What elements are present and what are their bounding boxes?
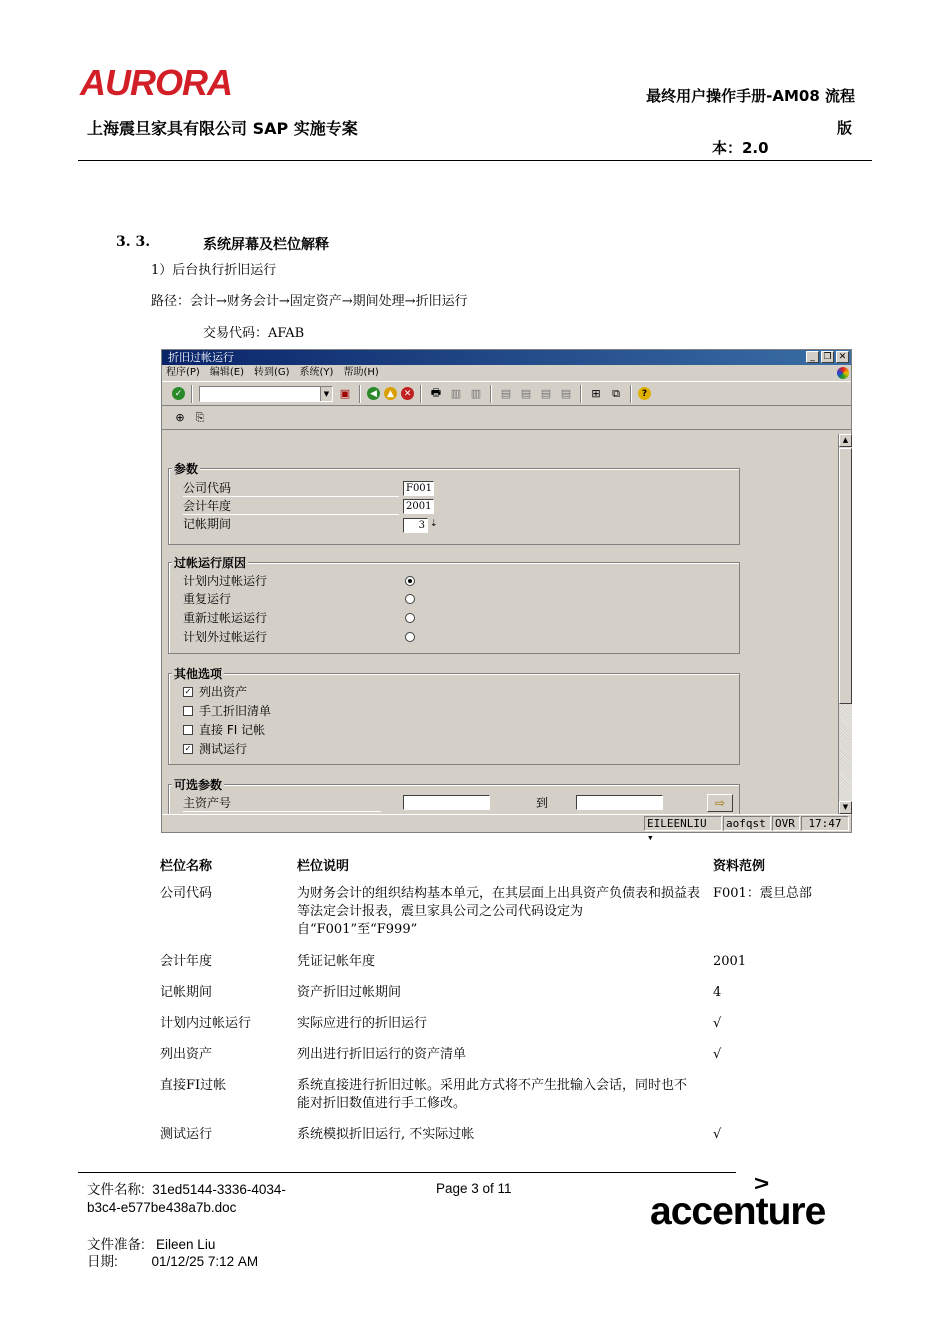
row-example: √	[713, 1016, 722, 1031]
prepared-by	[87, 1236, 215, 1254]
group-title: 过帐运行原因	[174, 556, 247, 570]
group-title: 参数	[174, 462, 199, 476]
col-header-example: 资料范例	[713, 859, 766, 874]
row-example: √	[713, 1127, 722, 1142]
application-toolbar	[162, 406, 851, 430]
row-name: 测试运行	[160, 1127, 213, 1142]
posting-period-label: 记帐期间	[183, 517, 232, 531]
group-optional-params	[168, 778, 740, 814]
file-name	[87, 1181, 286, 1217]
standard-toolbar	[162, 381, 851, 406]
scroll-down-icon[interactable]: ▼	[839, 801, 852, 814]
row-example: 2001	[713, 954, 747, 969]
multiple-selection-icon[interactable]: ⇨	[707, 794, 733, 812]
row-name: 直接FI过帐	[160, 1078, 227, 1093]
manual-depr-checkbox[interactable]	[183, 706, 193, 716]
fiscal-year-label: 会计年度	[183, 497, 399, 515]
shortcut-icon[interactable]: ⧉	[612, 386, 620, 400]
toolbar-divider	[630, 385, 632, 403]
col-header-name: 栏位名称	[160, 859, 213, 874]
list-assets-checkbox[interactable]: ✓	[184, 687, 192, 696]
execute-background-icon[interactable]: ⎘	[195, 410, 205, 424]
close-icon[interactable]: ✕	[836, 351, 849, 363]
reason-unplanned-radio[interactable]	[405, 632, 415, 642]
sap-window	[161, 349, 852, 844]
toolbar-divider	[580, 385, 582, 403]
row-desc: 系统直接进行折旧过帐。采用此方式将不产生批输入会话，同时也不能对折旧数值进行手工修改。	[297, 1078, 688, 1111]
test-run-label: 测试运行	[199, 742, 248, 756]
row-desc: 列出进行折旧运行的资产清单	[297, 1047, 467, 1062]
vertical-scrollbar[interactable]	[838, 434, 852, 814]
company-code-label: 公司代码	[183, 479, 399, 497]
toolbar-divider	[191, 385, 193, 403]
minimize-icon[interactable]: _	[806, 351, 819, 363]
row-desc: 为财务会计的组织结构基本单元，在其层面上出具资产负债表和损益表等法定会计报表，震旦家具公司之公司代码设定为自“F001”至“F999”	[297, 886, 701, 937]
enter-icon[interactable]: ✓	[172, 387, 185, 400]
toolbar-divider	[359, 385, 361, 403]
menu-bar	[162, 365, 851, 381]
help-icon[interactable]: ?	[638, 387, 651, 400]
menu-goto[interactable]: 转到(G)	[253, 367, 290, 378]
menu-help[interactable]: 帮助(H)	[343, 367, 379, 378]
execute-icon[interactable]: ⊕	[175, 411, 185, 424]
screen-body	[162, 434, 838, 814]
reason-repeat-label: 重复运行	[183, 592, 232, 606]
accenture-chevron-icon: >	[754, 1171, 770, 1196]
section-number: 3. 3.	[116, 234, 151, 250]
group-other-options	[168, 667, 740, 765]
step-text: 1）后台执行折旧运行	[151, 263, 277, 278]
row-name: 会计年度	[160, 954, 213, 969]
restore-icon[interactable]: ❐	[821, 351, 834, 363]
status-user-text: EILEENLIU	[647, 817, 707, 830]
first-page-icon[interactable]: ▤	[500, 387, 512, 400]
group-posting-reason	[168, 556, 740, 654]
aurora-logo: AURORA	[80, 62, 232, 103]
date-value: 01/12/25 7:12 AM	[151, 1254, 259, 1269]
reason-restart-label: 重新过帐运运行	[183, 611, 268, 625]
back-icon[interactable]: ◀	[367, 387, 380, 400]
group-title: 可选参数	[174, 778, 223, 792]
row-desc: 实际应进行的折旧运行	[297, 1016, 428, 1031]
group-parameters	[168, 462, 740, 545]
menu-edit[interactable]: 编辑(E)	[209, 367, 244, 378]
reason-repeat-radio[interactable]	[405, 594, 415, 604]
transaction-code: 交易代码：AFAB	[203, 326, 305, 341]
row-name: 记帐期间	[160, 985, 213, 1000]
last-page-icon[interactable]: ▤	[560, 387, 572, 400]
new-session-icon[interactable]: ⊞	[591, 387, 601, 400]
reason-planned-label: 计划内过帐运行	[183, 574, 268, 588]
group-title: 其他选项	[174, 667, 223, 681]
doc-title: 最终用户操作手册-AM08 流程	[646, 87, 855, 105]
version: 本：2.0	[712, 139, 769, 157]
page-number: Page 3 of 11	[436, 1181, 512, 1196]
prep-label: 文件准备:	[87, 1237, 145, 1252]
chevron-down-icon[interactable]: ▼	[320, 387, 332, 401]
reason-restart-radio[interactable]	[405, 613, 415, 623]
reason-unplanned-label: 计划外过帐运行	[183, 630, 268, 644]
status-mode[interactable]: OVR	[772, 816, 800, 831]
row-desc: 系统模拟折旧运行, 不实际过帐	[297, 1127, 475, 1142]
row-desc: 资产折旧过帐期间	[297, 985, 402, 1000]
footer-rule	[78, 1172, 736, 1173]
doc-title-cont: 版	[836, 119, 852, 137]
main-asset-from-input[interactable]	[403, 795, 490, 810]
scroll-thumb[interactable]	[839, 448, 852, 704]
find-icon[interactable]: ▥	[450, 387, 462, 400]
cancel-icon[interactable]: ✕	[401, 387, 414, 400]
test-run-checkbox[interactable]: ✓	[184, 744, 192, 753]
col-header-desc: 栏位说明	[297, 859, 350, 874]
main-asset-label: 主资产号	[183, 794, 381, 812]
prep-value: Eileen Liu	[156, 1237, 216, 1252]
direct-fi-checkbox[interactable]	[183, 725, 193, 735]
row-name: 公司代码	[160, 886, 213, 901]
file-name-part1: 31ed5144-3336-4034-	[152, 1182, 286, 1197]
menu-program[interactable]: 程序(P)	[166, 367, 200, 378]
posting-period-input[interactable]: 3	[403, 518, 428, 533]
menu-path: 路径：会计→财务会计→固定资产→期间处理→折旧运行	[151, 294, 468, 309]
manual-depr-label: 手工折旧清单	[199, 704, 272, 718]
command-field[interactable]	[199, 386, 333, 402]
company-name: 上海震旦家具有限公司 SAP 实施专案	[87, 119, 358, 138]
prev-page-icon[interactable]: ▤	[520, 387, 532, 400]
direct-fi-label: 直接 FI 记帐	[199, 723, 266, 737]
window-title: 折旧过帐运行	[168, 351, 234, 364]
sap-logo-icon[interactable]	[837, 367, 849, 379]
row-name: 计划内过帐运行	[160, 1016, 252, 1031]
row-name: 列出资产	[160, 1047, 213, 1062]
next-page-icon[interactable]: ▤	[540, 387, 552, 400]
reason-planned-radio[interactable]	[405, 576, 415, 586]
status-user[interactable]: EILEENLIU ▾	[644, 816, 722, 831]
menu-system[interactable]: 系统(Y)	[299, 367, 334, 378]
scroll-up-icon[interactable]: ▲	[839, 434, 852, 447]
accenture-logo: accenture	[650, 1190, 826, 1233]
fiscal-year-input[interactable]: 2001	[403, 499, 434, 514]
date-label: 日期:	[87, 1254, 118, 1269]
save-icon[interactable]: ▣	[339, 387, 351, 400]
company-code-input[interactable]: F001	[403, 481, 434, 496]
print-icon[interactable]: 🖶	[430, 386, 442, 399]
row-desc: 凭证记帐年度	[297, 954, 376, 969]
toolbar-divider	[420, 385, 422, 403]
file-name-part2: b3c4-e577be438a7b.doc	[87, 1200, 237, 1215]
toolbar-divider	[490, 385, 492, 403]
exit-icon[interactable]: ▲	[384, 387, 397, 400]
status-client: aofqst	[723, 816, 771, 831]
main-asset-to-input[interactable]	[576, 795, 663, 810]
to-label: 到	[536, 796, 549, 810]
header-rule	[78, 160, 872, 161]
find-next-icon[interactable]: ▥	[470, 387, 482, 400]
row-example: √	[713, 1047, 722, 1062]
row-example: F001：震旦总部	[713, 886, 812, 901]
possible-entries-icon[interactable]: ⇣	[430, 519, 438, 529]
row-example: 4	[713, 985, 722, 1000]
status-time: 17:47	[801, 816, 849, 831]
section-title: 系统屏幕及栏位解释	[203, 237, 329, 253]
list-assets-label: 列出资产	[199, 685, 248, 699]
window-titlebar	[162, 350, 851, 365]
date	[87, 1253, 258, 1271]
status-bar	[162, 814, 851, 844]
file-label: 文件名称:	[87, 1182, 145, 1197]
